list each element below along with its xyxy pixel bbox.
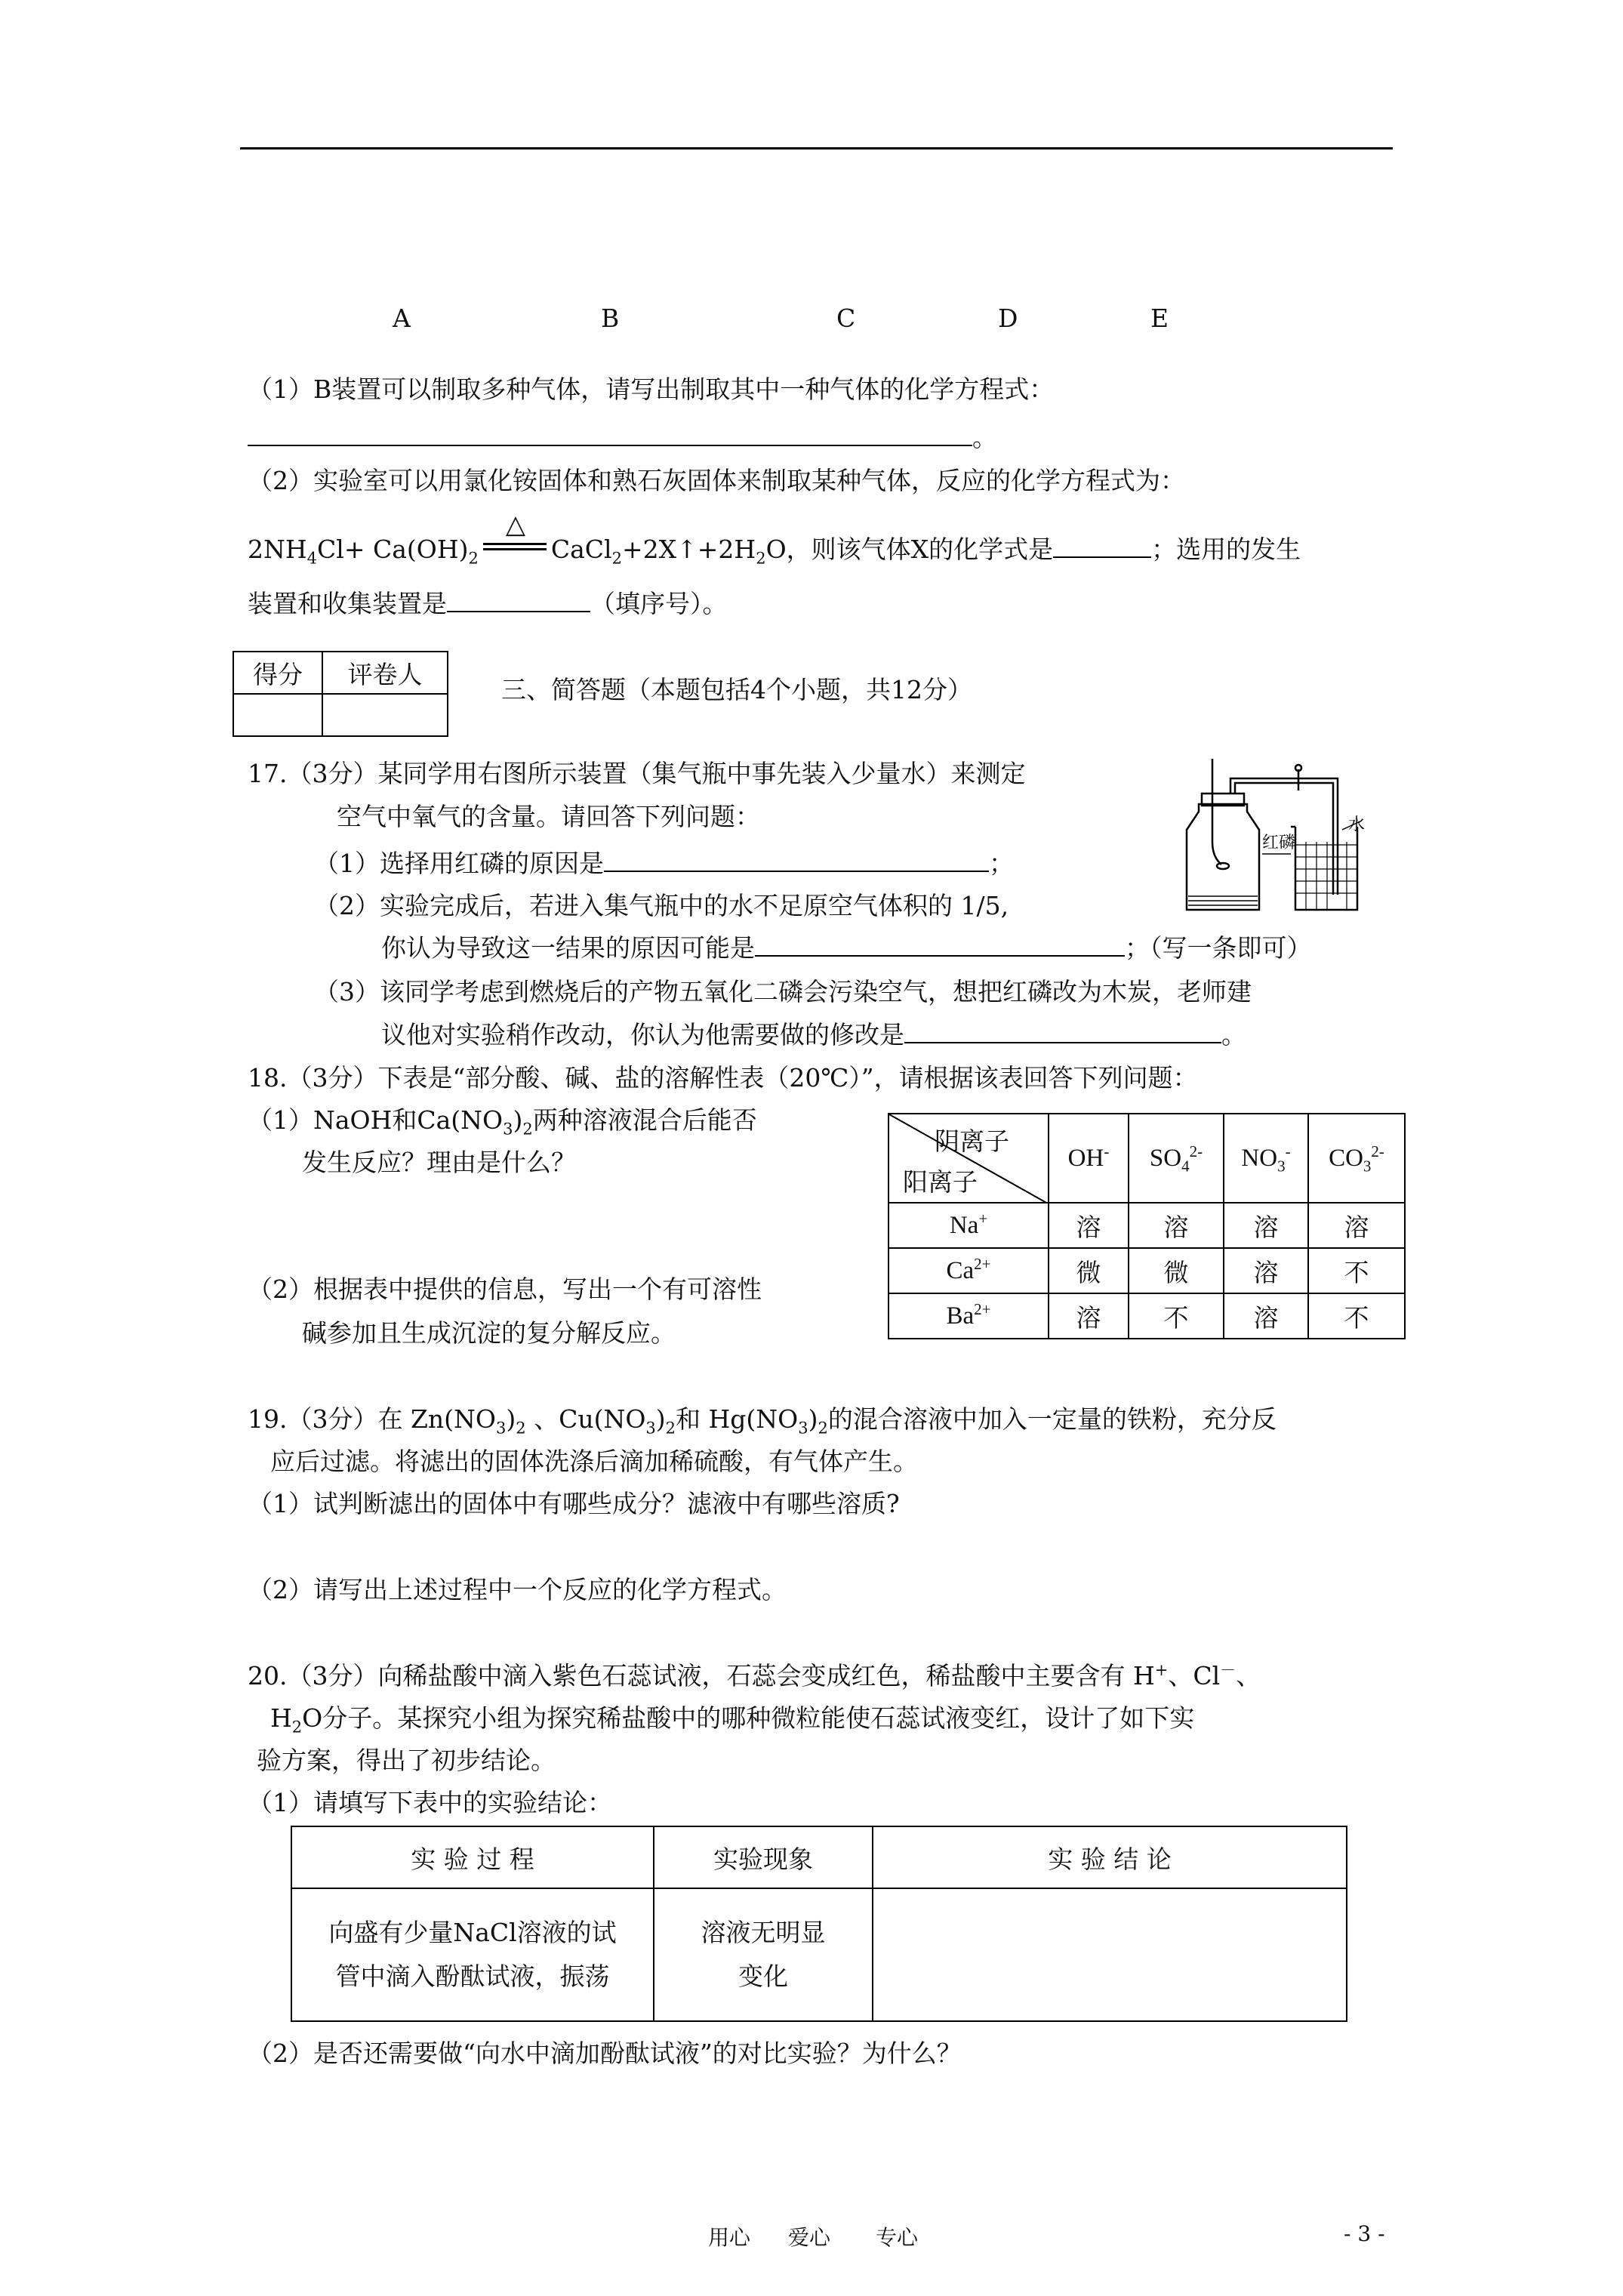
table-cell: 溶 (1049, 1203, 1129, 1248)
q19-sub: 3 (495, 1419, 507, 1438)
anion-no3 (1224, 1114, 1308, 1203)
q19-text: 19.（3分）在 Zn(NO (248, 1404, 496, 1434)
anion-co3 (1308, 1114, 1405, 1203)
q19-sub: 2 (516, 1419, 526, 1438)
grader-cell[interactable] (322, 694, 448, 736)
grader-label: 评卷人 (322, 652, 448, 694)
q16-part1: （1）B装置可以制取多种气体，请写出制取其中一种气体的化学方程式： (248, 374, 1055, 404)
table-cell: 微 (1129, 1248, 1224, 1293)
q16-part3-text: 装置和收集装置是 (248, 589, 447, 618)
table-cell: 溶 (1049, 1293, 1129, 1339)
table-cell: 溶 (1224, 1203, 1308, 1248)
q19-sub: 2 (818, 1419, 828, 1438)
apparatus-label-a: A (393, 304, 411, 333)
q17-sub1-end: ； (989, 849, 1014, 878)
apparatus-label-e: E (1150, 304, 1169, 333)
ion-sup: + (978, 1209, 988, 1228)
q17-blank-3[interactable] (904, 1019, 1221, 1043)
score-cell[interactable] (233, 694, 322, 736)
q19-sub: 3 (645, 1419, 656, 1438)
q17-sub2-text: 你认为导致这一结果的原因可能是 (381, 933, 755, 963)
eq-text: ；选用的发生 (1151, 535, 1301, 564)
q20-sub: 2 (291, 1718, 303, 1737)
ion: SO (1149, 1144, 1182, 1172)
q18-sub2-cont: 碱参加且生成沉淀的复分解反应。 (302, 1318, 676, 1348)
eq-sub: 2 (468, 549, 479, 568)
ion: NO (1241, 1144, 1278, 1172)
water-label: 水 (1348, 815, 1366, 834)
table-cell: 溶 (1308, 1203, 1405, 1248)
equals-sign (483, 543, 547, 550)
q17-sub3-cont (381, 1019, 1246, 1052)
table-cell: 不 (1308, 1293, 1405, 1339)
table-cell: 不 (1308, 1248, 1405, 1293)
q19-sub: 3 (798, 1419, 808, 1438)
q18-sub: 3 (503, 1120, 513, 1139)
cation-ca (888, 1248, 1049, 1293)
corner-bottom-label: 阳离子 (903, 1170, 978, 1197)
table-cell: 溶 (1224, 1293, 1308, 1339)
cation-na (888, 1203, 1049, 1248)
experiment-table (291, 1826, 1347, 2022)
table-cell: 溶 (1224, 1248, 1308, 1293)
eq-text: CaCl (550, 535, 612, 564)
ion-sup: - (1285, 1142, 1291, 1160)
q19-sub2: （2）请写出上述过程中一个反应的化学方程式。 (248, 1575, 787, 1604)
anion-oh (1049, 1114, 1129, 1203)
q17-sub1 (314, 847, 1014, 880)
eq-text: +2X↑+2H (621, 535, 756, 564)
q19-text: ) (506, 1404, 516, 1434)
section-3-title: 三、简答题（本题包括4个小题，共12分） (501, 675, 972, 704)
q18-sub2: （2）根据表中提供的信息，写出一个有可溶性 (248, 1274, 762, 1304)
q19-text: 、Cu(NO (534, 1404, 646, 1434)
q19-line1 (248, 1403, 1277, 1436)
ion: Ca (946, 1256, 975, 1284)
q19-line2: 应后过滤。将滤出的固体洗涤后滴加稀硫酸，有气体产生。 (270, 1447, 918, 1476)
score-box (233, 651, 448, 737)
ion-sub: 3 (1363, 1157, 1372, 1176)
oxygen-apparatus-figure (1178, 751, 1374, 917)
q17-blank-2[interactable] (755, 932, 1125, 957)
q18-sub: 2 (522, 1120, 533, 1139)
q20-text: 20.（3分）向稀盐酸中滴入紫色石蕊试液，石蕊会变成红色，稀盐酸中主要含有 H (248, 1661, 1155, 1690)
corner-top-label: 阴离子 (935, 1129, 1009, 1156)
ion: Ba (946, 1302, 975, 1330)
q18-text: ) (513, 1105, 523, 1135)
q20-text: H (270, 1703, 292, 1733)
red-phosphorus-label: 红磷 (1262, 834, 1296, 852)
q17-line2: 空气中氧气的含量。请回答下列问题： (337, 802, 760, 831)
q20-text: 、Cl (1168, 1661, 1221, 1690)
table-cell: 不 (1129, 1293, 1224, 1339)
q20-line2 (270, 1702, 1194, 1735)
apparatus-label-c: C (836, 304, 856, 333)
header-rule (240, 147, 1393, 149)
cell-observation (654, 1888, 873, 2021)
cell-conclusion[interactable] (873, 1888, 1347, 2021)
q20-text: 、 (1236, 1661, 1261, 1690)
q19-text: 的混合溶液中加入一定量的铁粉，充分反 (827, 1404, 1277, 1434)
q17-sub3-end: 。 (1221, 1020, 1246, 1049)
q17-sub2-end: ；（写一条即可） (1125, 933, 1312, 963)
q17-sub2-cont (381, 932, 1312, 965)
ion: OH (1067, 1144, 1104, 1172)
process-line-2: 管中滴入酚酞试液，振荡 (335, 1962, 610, 1991)
ion-sub: 3 (1277, 1157, 1286, 1176)
eq-sub: 4 (306, 549, 318, 568)
apparatus-label-b: B (601, 304, 620, 333)
anion-so4 (1129, 1114, 1224, 1203)
footer-motto-1: 用心 (708, 2225, 751, 2250)
heat-symbol: △ (505, 510, 526, 540)
ion-sup: 2- (1189, 1142, 1203, 1160)
q17-sub3-text: 议他对实验稍作改动，你认为他需要做的修改是 (381, 1020, 904, 1049)
solubility-table (888, 1113, 1406, 1339)
q16-blank-formula[interactable] (1053, 534, 1151, 558)
table-cell: 微 (1049, 1248, 1129, 1293)
ion-sub: 4 (1181, 1157, 1190, 1176)
eq-sub: 2 (756, 549, 766, 568)
q17-sub1-text: （1）选择用红磷的原因是 (314, 849, 604, 878)
ion: CO (1329, 1144, 1363, 1172)
q18-sub1-cont: 发生反应？理由是什么？ (302, 1148, 576, 1177)
q17-blank-1[interactable] (604, 848, 989, 872)
q19-sub1: （1）试判断滤出的固体中有哪些成分？滤液中有哪些溶质? (248, 1489, 900, 1518)
q16-part3 (248, 587, 728, 621)
q16-part3-end: （填序号）。 (590, 589, 728, 618)
q18-text: 两种溶液混合后能否 (532, 1105, 757, 1135)
q18-line1: 18.（3分）下表是“部分酸、碱、盐的溶解性表（20℃）”，请根据该表回答下列问题： (248, 1063, 1198, 1093)
q19-text: ) (655, 1404, 666, 1434)
header-conclusion: 实 验 结 论 (873, 1826, 1347, 1888)
eq-sub: 2 (611, 549, 622, 568)
cell-process (291, 1888, 654, 2021)
q16-part2: （2）实验室可以用氯化铵固体和熟石灰固体来制取某种气体，反应的化学方程式为： (248, 466, 1185, 495)
observation-line-2: 变化 (738, 1962, 788, 1991)
q16-blank-apparatus[interactable] (447, 588, 590, 612)
eq-text: 2NH (248, 535, 307, 564)
q16-answer-line-1 (248, 421, 997, 455)
ion: Na (949, 1211, 979, 1239)
ion-sup: 2- (1371, 1142, 1384, 1160)
process-line-1: 向盛有少量NaCl溶液的试 (328, 1918, 617, 1947)
q18-sub1 (248, 1104, 757, 1137)
q16-part1-end: 。 (972, 423, 997, 452)
q16-equation (248, 510, 1301, 568)
q17-sub3: （3）该同学考虑到燃烧后的产物五氧化二磷会污染空气，想把红磷改为木炭，老师建 (314, 977, 1252, 1006)
q19-text: ) (808, 1404, 818, 1434)
q20-text: O分子。某探究小组为探究稀盐酸中的哪种微粒能使石蕊试液变红，设计了如下实 (302, 1703, 1195, 1733)
q20-line1 (248, 1660, 1261, 1693)
q20-sup: + (1154, 1661, 1169, 1679)
q19-text: 和 Hg(NO (676, 1404, 799, 1434)
footer-motto-3: 专心 (876, 2225, 919, 2250)
header-process: 实 验 过 程 (291, 1826, 654, 1888)
observation-line-1: 溶液无明显 (701, 1918, 826, 1947)
q17-sub2: （2）实验完成后，若进入集气瓶中的水不足原空气体积的 1/5, (314, 891, 1009, 920)
q20-sub1: （1）请填写下表中的实验结论： (248, 1788, 612, 1817)
ion-sup: 2+ (974, 1254, 991, 1273)
q17-line1: 17.（3分）某同学用右图所示装置（集气瓶中事先装入少量水）来测定 (248, 759, 1026, 788)
score-label: 得分 (233, 652, 322, 694)
header-observation: 实验现象 (654, 1826, 873, 1888)
page-number: - 3 - (1344, 2221, 1385, 2246)
q19-sub: 2 (665, 1419, 676, 1438)
eq-text: Cl+ Ca(OH) (317, 535, 469, 564)
q20-line3: 验方案，得出了初步结论。 (257, 1746, 556, 1775)
q18-text: （1）NaOH和Ca(NO (248, 1105, 504, 1135)
footer-motto-2: 爱心 (788, 2225, 831, 2250)
ion-sup: 2+ (974, 1299, 991, 1318)
apparatus-label-d: D (998, 304, 1018, 333)
cation-ba (888, 1293, 1049, 1339)
q20-sup: － (1220, 1661, 1236, 1679)
eq-text: O，则该气体X的化学式是 (765, 535, 1054, 564)
table-corner (888, 1114, 1049, 1203)
ion-sup: - (1104, 1142, 1110, 1160)
table-cell: 溶 (1129, 1203, 1224, 1248)
reaction-condition (479, 510, 551, 562)
q20-sub2: （2）是否还需要做“向水中滴加酚酞试液”的对比实验？为什么？ (248, 2039, 962, 2068)
